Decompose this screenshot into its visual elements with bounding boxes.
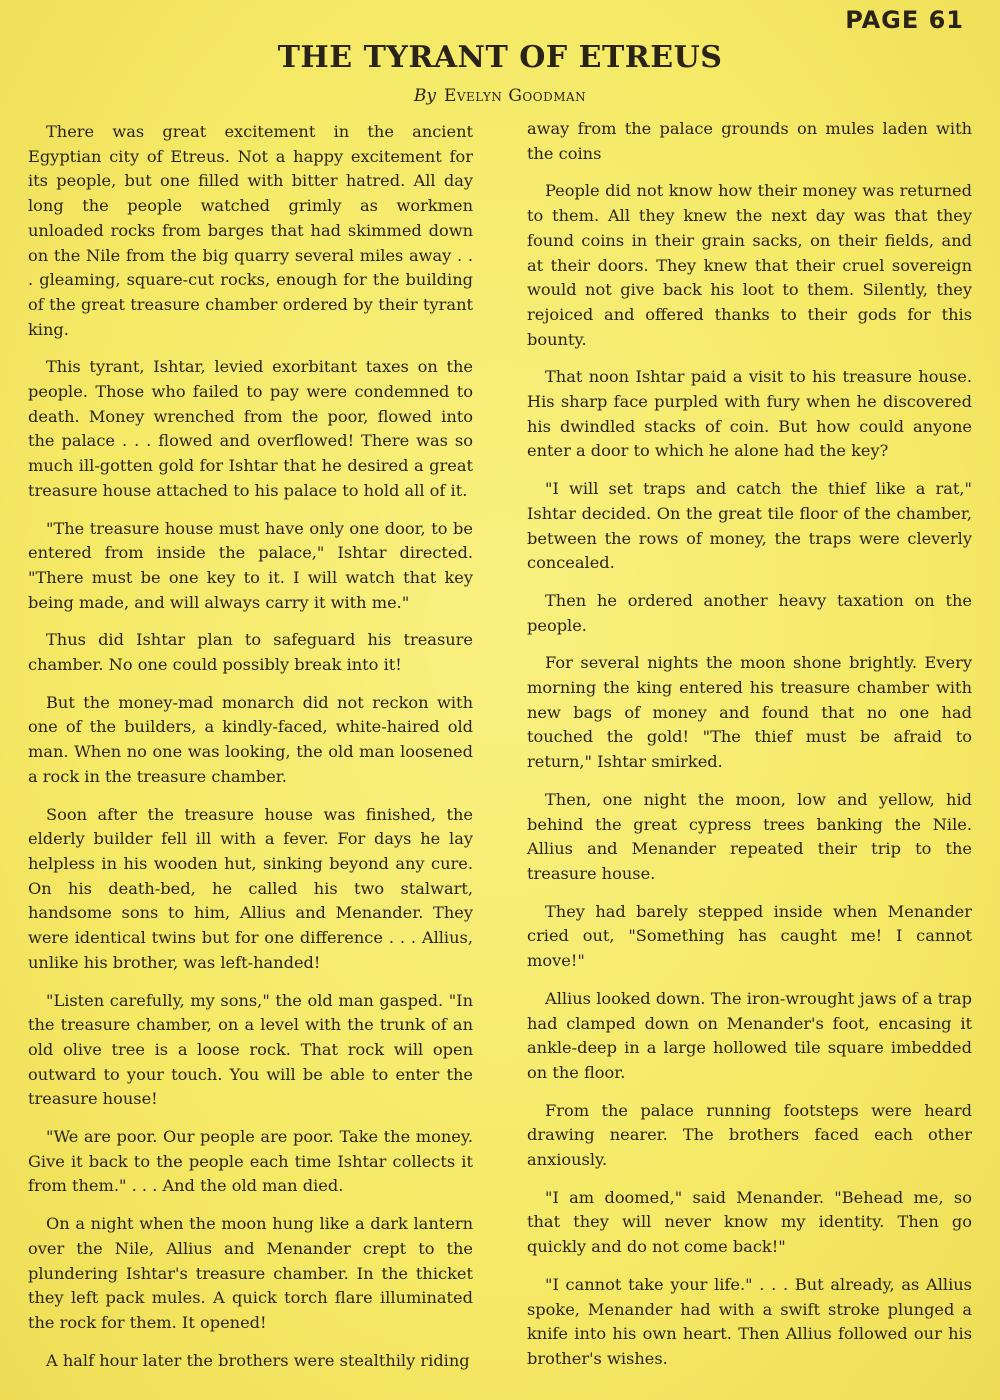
paragraph: There was great excitement in the ancient Egyptian city of Etreus. Not a happy excitement for its people, but one filled with bitter hatred. All day long the people watched grimly as workmen unloaded rocks from barges that had skimmed down on the Nile from the big quarry several miles away . . . gleaming, square-cut rocks, enough for the building of the great treasure chamber ordered by their tyrant king. xyxy=(28,122,473,339)
paragraph: Thus did Ishtar plan to safeguard his treasure chamber. No one could possibly break into it! xyxy=(28,630,473,675)
byline xyxy=(0,86,1000,106)
paragraph: "The treasure house must have only one door, to be entered from inside the palace," Ishtar directed. "There must be one key to it. I will watch that key being made, and will always carry it with me." xyxy=(28,518,473,612)
paragraph: Allius looked down. The iron-wrought jaws of a trap had clamped down on Menander's foot, encasing it ankle-deep in a large hollowed tile square imbedded on the floor. xyxy=(527,988,972,1082)
left-column xyxy=(28,120,473,1386)
paragraph: "I will set traps and catch the thief like a rat," Ishtar decided. On the great tile floor of the chamber, between the rows of money, the traps were cleverly concealed. xyxy=(527,479,972,573)
story-title: THE TYRANT OF ETREUS xyxy=(277,40,723,75)
byline-prefix: By xyxy=(413,86,436,106)
paragraph: "We are poor. Our people are poor. Take the money. Give it back to the people each time Ishtar collects it from them." . . . And the old man died. xyxy=(28,1127,473,1196)
paragraph: Then, one night the moon, low and yellow, hid behind the great cypress trees banking the Nile. Allius and Menander repeated their trip to the treasure house. xyxy=(527,789,972,883)
paragraph: That noon Ishtar paid a visit to his treasure house. His sharp face purpled with fury when he discovered his dwindled stacks of coin. But how could anyone enter a door to which he alone had the key? xyxy=(527,367,972,461)
paragraph: People did not know how their money was returned to them. All they knew the next day was that they found coins in their grain sacks, on their fields, and at their doors. They knew that their cruel sovereign would not give back his loot to them. Silently, they rejoiced and offered thanks to their gods for this bounty. xyxy=(527,181,972,349)
paragraph: Soon after the treasure house was finished, the elderly builder fell ill with a fever. For days he lay helpless in his wooden hut, sinking beyond any cure. On his death-bed, he called his two stalwart, handsome sons to him, Allius and Menander. They were identical twins but for one difference . . . Allius, unlike his brother, was left-handed! xyxy=(28,804,473,972)
paragraph: On a night when the moon hung like a dark lantern over the Nile, Allius and Menander crept to the plundering Ishtar's treasure chamber. In the thicket they left pack mules. A quick torch flare illuminated the rock for them. It opened! xyxy=(28,1214,473,1332)
paragraph: This tyrant, Ishtar, levied exorbitant taxes on the people. Those who failed to pay were condemned to death. Money wrenched from the poor, flowed into the palace . . . flowed and overflowed! There was so much ill-gotten gold for Ishtar that he desired a great treasure house attached to his palace to hold all of it. xyxy=(28,357,473,500)
paragraph: A half hour later the brothers were stealthily riding xyxy=(46,1350,470,1370)
paragraph: For several nights the moon shone brightly. Every morning the king entered his treasure chamber with new bags of money and found that no one had touched the gold! "The thief must be afraid to return," Ishtar smirked. xyxy=(527,653,972,772)
paragraph: "I am doomed," said Menander. "Behead me, so that they will never know my identity. Then go quickly and do not come back!" xyxy=(527,1187,972,1257)
paragraph: But the money-mad monarch did not reckon with one of the builders, a kindly-faced, white-haired old man. When no one was looking, the old man loosened a rock in the treasure chamber. xyxy=(28,692,473,786)
paragraph: "Listen carefully, my sons," the old man gasped. "In the treasure chamber, on a level with the trunk of an old olive tree is a loose rock. That rock will open outward to your touch. You will be able to enter the treasure house! xyxy=(28,990,473,1109)
author-name: Evelyn Goodman xyxy=(443,86,587,106)
page-number: PAGE 61 xyxy=(845,6,964,34)
paragraph: They had barely stepped inside when Menander cried out, "Something has caught me! I cannot move!" xyxy=(527,901,972,971)
right-column xyxy=(527,117,972,1385)
paragraph: Then he ordered another heavy taxation on the people. xyxy=(527,590,972,635)
paragraph: "I cannot take your life." . . . But already, as Allius spoke, Menander had with a swift stroke plunged a knife into his own heart. Then Allius followed our his brother's wishes. xyxy=(527,1274,972,1368)
paragraph: away from the palace grounds on mules laden with the coins xyxy=(527,119,972,163)
paragraph: From the palace running footsteps were heard drawing nearer. The brothers faced each other anxiously. xyxy=(527,1100,972,1170)
